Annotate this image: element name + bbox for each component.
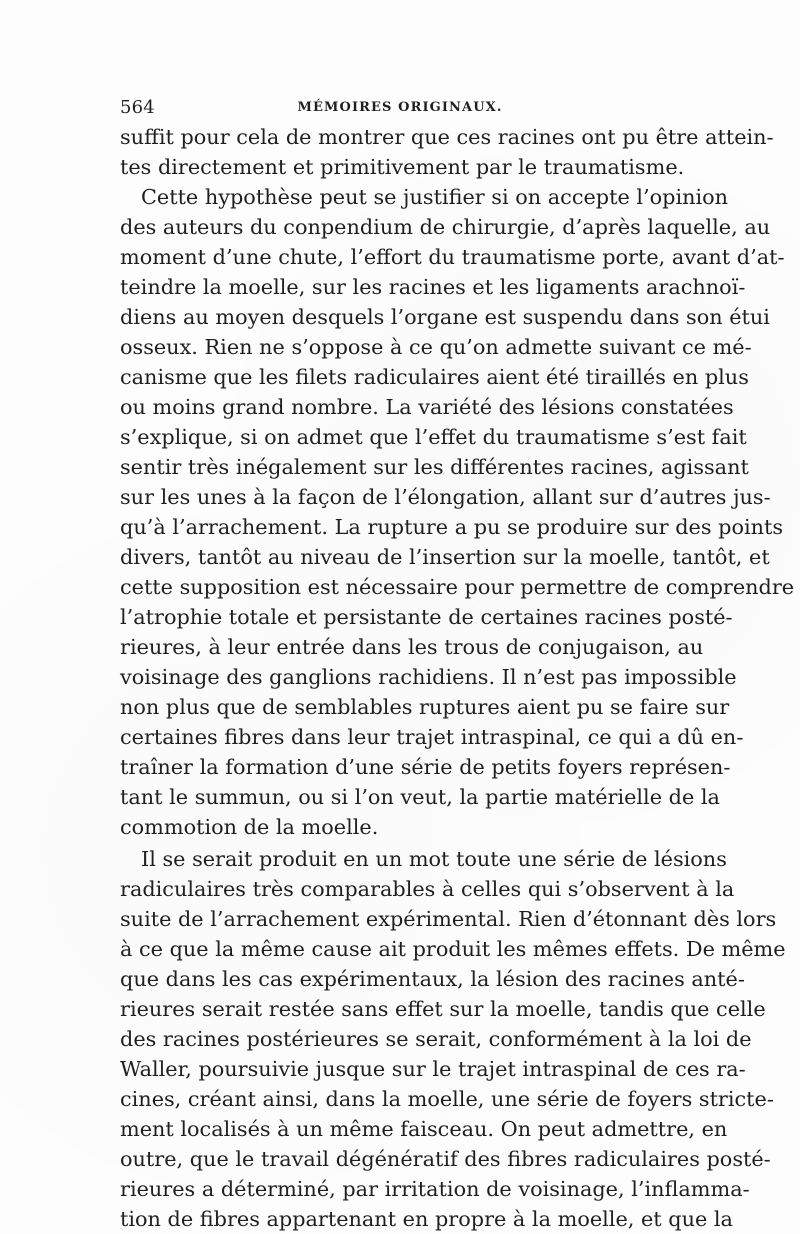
text-line: que dans les cas expérimentaux, la lésion des racines anté- [120,967,745,991]
text-line: tes directement et primitivement par le traumatisme. [120,155,685,179]
text-line: non plus que de semblables ruptures aient pu se faire sur [120,695,730,719]
text-line: sur les unes à la façon de l’élongation, allant sur d’autres jus- [120,485,771,509]
text-line: ment localisés à un même faisceau. On peut admettre, en [120,1117,728,1141]
text-line: tion de fibres appartenant en propre à la moelle, et que la [120,1207,733,1231]
text-line: osseux. Rien ne s’oppose à ce qu’on admette suivant ce mé- [120,335,752,359]
text-line: sentir très inégalement sur les différentes racines, agissant [120,455,749,479]
text-line: l’atrophie totale et persistante de certaines racines posté- [120,605,733,629]
text-line: radiculaires très comparables à celles qui s’observent à la [120,877,735,901]
text-line: divers, tantôt au niveau de l’insertion sur la moelle, tantôt, et [120,545,770,569]
text-line: suite de l’arrachement expérimental. Rien d’étonnant dès lors [120,907,777,931]
text-line: ou moins grand nombre. La variété des lésions constatées [120,395,734,419]
text-line: rieures, à leur entrée dans les trous de conjugaison, au [120,635,704,659]
text-line: rieures a déterminé, par irritation de voisinage, l’inflamma- [120,1177,750,1201]
text-line: des auteurs du conpendium de chirurgie, d’après laquelle, au [120,215,771,239]
body-text [120,122,795,1234]
text-line: qu’à l’arrachement. La rupture a pu se produire sur des points [120,515,784,539]
text-line: Cette hypothèse peut se justifier si on accepte l’opinion [141,185,729,209]
text-line: rieures serait restée sans effet sur la moelle, tandis que celle [120,997,766,1021]
text-line: Waller, poursuivie jusque sur le trajet intraspinal de ces ra- [120,1057,746,1081]
running-head: MÉMOIRES ORIGINAUX. [297,100,503,115]
text-line: des racines postérieures se serait, conformément à la loi de [120,1027,752,1051]
text-line: commotion de la moelle. [120,815,379,839]
text-line: outre, que le travail dégénératif des fibres radiculaires posté- [120,1147,771,1171]
text-line: à ce que la même cause ait produit les mêmes effets. De même [120,937,786,961]
text-line: cines, créant ainsi, dans la moelle, une série de foyers stricte- [120,1087,774,1111]
page-header [120,96,680,120]
text-line: canisme que les filets radiculaires aient été tiraillés en plus [120,365,749,389]
text-line: diens au moyen desquels l’organe est suspendu dans son étui [120,305,770,329]
page-number: 564 [120,97,155,118]
text-line: cette supposition est nécessaire pour permettre de comprendre [120,575,795,599]
text-line: traîner la formation d’une série de petits foyers représen- [120,755,731,779]
text-line: moment d’une chute, l’effort du traumatisme porte, avant d’at- [120,245,785,269]
text-line: voisinage des ganglions rachidiens. Il n’est pas impossible [120,665,737,689]
text-line: suffit pour cela de montrer que ces racines ont pu être attein- [120,125,774,149]
text-line: certaines fibres dans leur trajet intraspinal, ce qui a dû en- [120,725,744,749]
text-line: tant le summun, ou si l’on veut, la partie matérielle de la [120,785,720,809]
text-line: Il se serait produit en un mot toute une série de lésions [141,847,727,871]
text-line: teindre la moelle, sur les racines et les ligaments arachnoï- [120,275,746,299]
text-line: s’explique, si on admet que l’effet du traumatisme s’est fait [120,425,747,449]
